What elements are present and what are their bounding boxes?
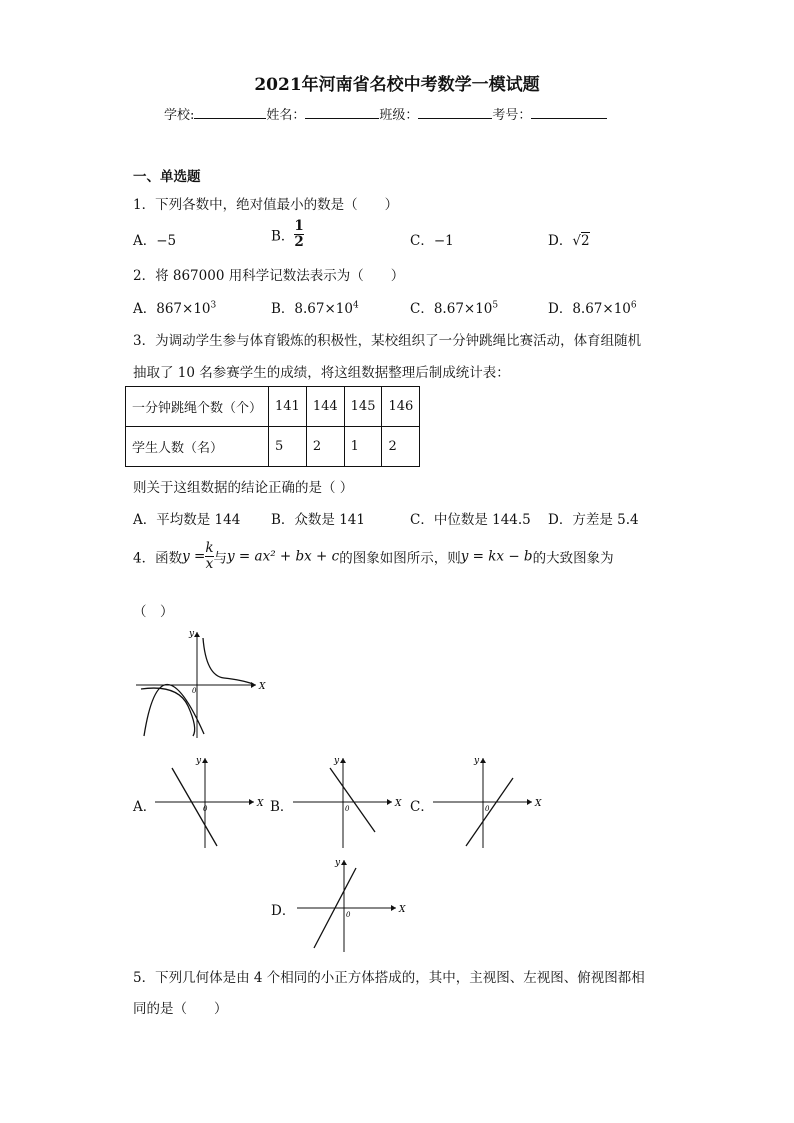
y-axis-label: y (335, 858, 341, 868)
origin-label: 0 (346, 911, 351, 919)
q5-stem-line1: 5．下列几何体是由 4 个相同的小正方体搭成的，其中，主视图、左视图、俯视图都相 (133, 970, 645, 986)
q4-option-d-label: D． (271, 903, 296, 919)
option-value: −1 (433, 233, 454, 249)
q4-mid2: 的图象如图所示，则 (339, 550, 461, 567)
option-b-graph (288, 752, 408, 852)
q1-option-c (410, 229, 454, 249)
table-cell: 144 (306, 387, 344, 427)
q2-option-c (410, 297, 498, 317)
y-arrow-icon (194, 632, 200, 637)
sqrt-sign: √ (572, 233, 581, 249)
option-label: A． (133, 233, 157, 249)
q2-option-d (548, 297, 637, 317)
option-d-graph (292, 856, 412, 956)
option-label: B． (271, 301, 295, 317)
school-label: 学校: (164, 108, 195, 123)
name-blank (305, 106, 379, 119)
option-label: D． (548, 301, 573, 317)
x-axis-label: X (395, 799, 402, 809)
option-label: B． (271, 228, 295, 245)
sci-base: 8.67×10 (294, 301, 353, 317)
number-label: 考号： (492, 108, 532, 123)
y-axis-label: y (474, 756, 480, 766)
q3-option-b: B．众数是 141 (271, 512, 365, 528)
table-cell: 2 (306, 427, 344, 467)
fraction-numerator: k (205, 540, 214, 556)
sci-exponent: 4 (352, 300, 359, 311)
q3-option-d: D．方差是 5.4 (548, 512, 639, 528)
x-arrow-icon (387, 799, 392, 805)
origin-label: 0 (345, 805, 350, 813)
section-heading: 一、单选题 (133, 169, 201, 185)
q4-prefix: 4．函数 (133, 550, 183, 567)
table-cell: 145 (344, 387, 382, 427)
name-label: 姓名： (266, 108, 306, 123)
q1-stem: 1．下列各数中，绝对值最小的数是（ ） (133, 197, 399, 213)
student-info-line (164, 104, 607, 123)
q4-option-b-label: B． (270, 799, 294, 815)
y-arrow-icon (202, 758, 208, 763)
row-header: 一分钟跳绳个数（个） (126, 387, 269, 427)
x-axis-label: X (259, 682, 266, 692)
option-value: −5 (156, 233, 177, 249)
origin-label: 0 (485, 805, 490, 813)
fraction-numerator: 1 (294, 218, 304, 234)
y-arrow-icon (480, 758, 486, 763)
option-c-graph (428, 752, 548, 852)
option-label: C． (410, 301, 434, 317)
sci-base: 8.67×10 (572, 301, 631, 317)
sci-base: 867×10 (156, 301, 211, 317)
y-axis-label: y (196, 756, 202, 766)
q4-option-c-label: C． (410, 799, 434, 815)
q2-option-a (133, 297, 216, 317)
table-row (126, 387, 420, 427)
q1-option-d (548, 229, 590, 249)
graph-line (466, 778, 513, 846)
graph-line (172, 768, 217, 846)
q3-after-text: 则关于这组数据的结论正确的是（ ） (133, 480, 354, 496)
y-arrow-icon (341, 860, 347, 865)
q4-line: y = kx − b (460, 548, 533, 565)
q4-fraction (205, 542, 213, 571)
x-arrow-icon (527, 799, 532, 805)
q4-paren: （ ） (133, 604, 174, 620)
hyperbola-right (203, 638, 253, 684)
stats-table (125, 386, 420, 467)
y-axis-label: y (189, 629, 195, 639)
sci-exponent: 6 (630, 300, 637, 311)
option-label: D． (548, 233, 573, 249)
row-header: 学生人数（名） (126, 427, 269, 467)
q5-stem-line2: 同的是（ ） (133, 1001, 228, 1017)
school-blank (194, 106, 266, 119)
y-axis-label: y (334, 756, 340, 766)
q3-option-a: A．平均数是 144 (133, 512, 241, 528)
class-blank (418, 106, 492, 119)
table-cell: 2 (382, 427, 420, 467)
x-arrow-icon (249, 799, 254, 805)
q1-option-b (271, 220, 304, 249)
table-cell: 146 (382, 387, 420, 427)
q2-option-b (271, 297, 359, 317)
q3-option-c: C．中位数是 144.5 (410, 512, 531, 528)
q2-stem: 2．将 867000 用科学记数法表示为（ ） (133, 268, 405, 284)
table-cell: 5 (269, 427, 307, 467)
sci-exponent: 3 (210, 300, 217, 311)
option-label: C． (410, 233, 434, 249)
sci-base: 8.67×10 (433, 301, 493, 317)
fraction-denominator: x (205, 555, 214, 572)
q3-stem-line1: 3．为调动学生参与体育锻炼的积极性，某校组织了一分钟跳绳比赛活动，体育组随机 (133, 333, 642, 349)
sci-exponent: 5 (492, 300, 499, 311)
q4-y-eq: y = (182, 548, 206, 565)
number-blank (531, 106, 607, 119)
x-arrow-icon (391, 905, 396, 911)
q1-option-a (133, 229, 176, 249)
q4-suffix: 的大致图象为 (532, 550, 614, 567)
x-axis-label: X (257, 799, 264, 809)
origin-label: 0 (203, 805, 208, 813)
q4-quadratic: y = ax² + bx + c (227, 548, 340, 565)
x-axis-label: X (399, 905, 406, 915)
sqrt-radicand: 2 (580, 233, 590, 249)
fraction-denominator: 2 (294, 233, 304, 250)
origin-label: 0 (192, 687, 197, 695)
graph-line (330, 768, 375, 832)
q4-stem (133, 542, 614, 571)
x-axis-label: X (535, 799, 542, 809)
page-title: 2021年河南省名校中考数学一模试题 (254, 75, 540, 95)
fraction (294, 220, 303, 249)
option-a-graph (150, 752, 270, 852)
option-label: A． (133, 301, 157, 317)
q4-option-a-label: A． (133, 799, 157, 815)
q4-main-graph (128, 626, 273, 741)
table-cell: 141 (269, 387, 307, 427)
class-label: 班级： (379, 108, 419, 123)
table-cell: 1 (344, 427, 382, 467)
q4-mid: 与 (213, 550, 228, 567)
table-row (126, 427, 420, 467)
q3-stem-line2: 抽取了 10 名参赛学生的成绩，将这组数据整理后制成统计表： (133, 365, 510, 381)
y-arrow-icon (340, 758, 346, 763)
